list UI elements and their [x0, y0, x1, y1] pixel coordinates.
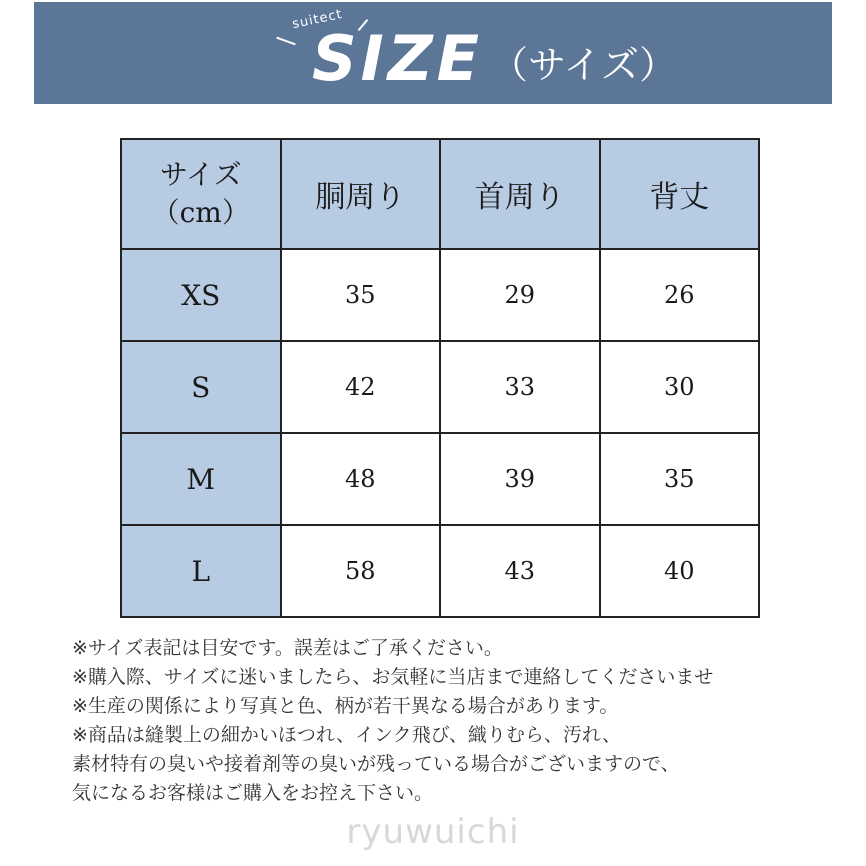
table-row [121, 433, 759, 525]
size-table [120, 138, 760, 618]
table-cell: 33 [440, 341, 600, 433]
row-header-size: XS [121, 249, 281, 341]
header-banner [34, 2, 832, 104]
column-header-neck: 首周り [440, 139, 600, 249]
row-header-size: S [121, 341, 281, 433]
table-cell: 42 [281, 341, 441, 433]
corner-label: サイズ [159, 158, 242, 191]
table-cell: 30 [600, 341, 760, 433]
table-cell: 35 [281, 249, 441, 341]
table-cell: 58 [281, 525, 441, 617]
brand-tag: suitect [290, 6, 344, 33]
table-cell: 48 [281, 433, 441, 525]
row-header-size: L [121, 525, 281, 617]
note-line: ※サイズ表記は目安です。誤差はご了承ください。 [72, 637, 503, 659]
table-cell: 29 [440, 249, 600, 341]
table-header-row [121, 139, 759, 249]
table-cell: 35 [600, 433, 760, 525]
watermark: ryuwuichi [346, 812, 520, 852]
row-header-size: M [121, 433, 281, 525]
note-line: ※生産の関係により写真と色、柄が若干異なる場合があります。 [72, 695, 619, 717]
decorative-dash [276, 37, 295, 46]
note-line: ※商品は縫製上の細かいほつれ、インク飛び、織りむら、汚れ、 [72, 724, 622, 746]
table-cell: 40 [600, 525, 760, 617]
table-cell: 26 [600, 249, 760, 341]
size-logo: SIZE [312, 22, 484, 95]
table-cell: 43 [440, 525, 600, 617]
table-row [121, 341, 759, 433]
note-line: 気になるお客様はご購入をお控え下さい。 [72, 782, 434, 804]
table-row [121, 249, 759, 341]
column-header-waist: 胴周り [281, 139, 441, 249]
corner-unit: （cm） [151, 196, 250, 229]
header-subtitle: （サイズ） [490, 43, 677, 87]
note-line: ※購入際、サイズに迷いましたら、お気軽に当店まで連絡してくださいませ [72, 666, 714, 688]
column-header-back-length: 背丈 [600, 139, 760, 249]
table-row [121, 525, 759, 617]
table-cell: 39 [440, 433, 600, 525]
corner-cell [121, 139, 281, 249]
note-line: 素材特有の臭いや接着剤等の臭いが残っている場合がございますので、 [72, 753, 680, 775]
notes-section [72, 634, 832, 808]
